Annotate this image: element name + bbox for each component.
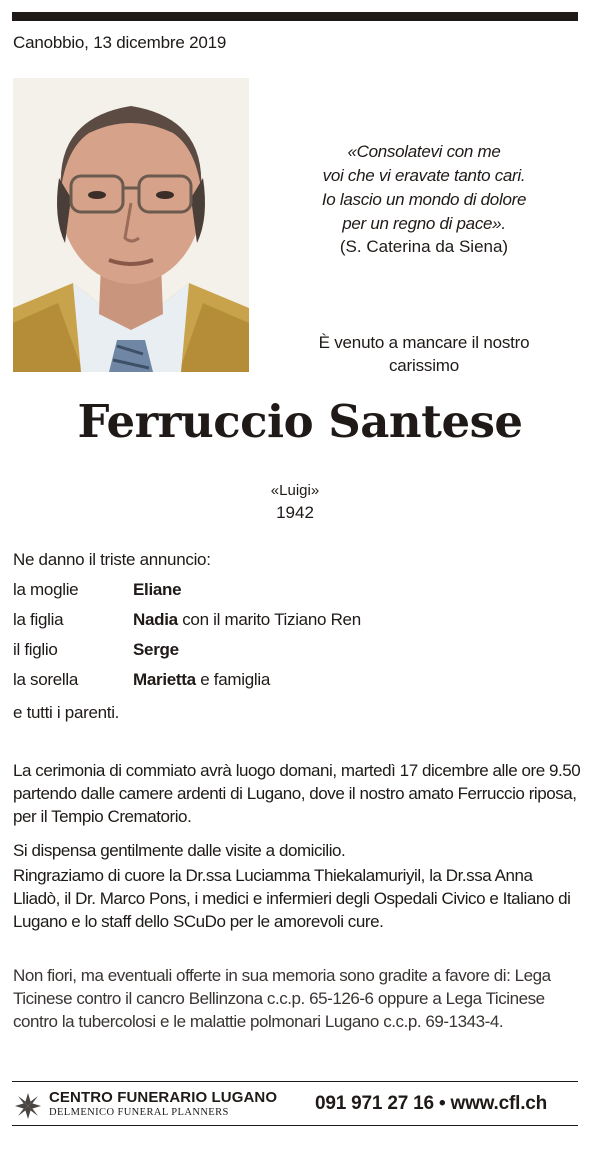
quote-line: voi che vi eravate tanto cari. [322, 166, 526, 185]
quote [292, 140, 556, 236]
deceased-name: Ferruccio Santese [77, 395, 523, 448]
place-date: Canobbio, 13 dicembre 2019 [13, 33, 227, 52]
deceased-nickname: «Luigi» [270, 482, 320, 499]
thanks-paragraph: Ringraziamo di cuore la Dr.ssa Luciamma Thiekalamuriyil, la Dr.ssa Anna Lliadò, il Dr. Marco Pons, i medici e infermieri degli Ospedali Civico e Italiano di Lugano e lo staff dello SCuDo per le amorevoli cure. [13, 866, 571, 931]
mourner-extra: con il marito Tiziano Ren [177, 610, 361, 629]
quote-line: Io lascio un mondo di dolore [321, 190, 527, 209]
mourner-name: Eliane [133, 580, 182, 599]
mourner-name-line [133, 580, 181, 600]
mourner-relation: il figlio [13, 640, 58, 659]
ceremony-paragraph: La cerimonia di commiato avrà luogo domani, martedì 17 dicembre alle ore 9.50 partendo dalle camere ardenti di Lugano, dove il nostro amato Ferruccio riposa, per il Tempio Crematorio. [13, 761, 581, 826]
mourner-name: Marietta [133, 670, 196, 689]
mourner-name: Nadia [133, 610, 178, 629]
quote-line: «Consolatevi con me [347, 142, 501, 161]
announcement-line: carissimo [389, 356, 459, 375]
announcement-line: È venuto a mancare il nostro [318, 333, 530, 352]
mourner-extra: e famiglia [195, 670, 270, 689]
relatives-line: e tutti i parenti. [13, 703, 120, 722]
birth-year: 1942 [276, 503, 314, 522]
donations-paragraph: Non fiori, ma eventuali offerte in sua memoria sono gradite a favore di: Lega Ticinese contro il cancro Bellinzona c.c.p. 65-126-6 oppure a Lega Ticinese contro la tubercolosi e le malattie polmonari Lugano c.c.p. 69-1343-4. [13, 966, 551, 1031]
portrait-photo [13, 78, 249, 372]
visits-paragraph: Si dispensa gentilmente dalle visite a domicilio. [13, 841, 346, 860]
mourner-name-line [133, 610, 361, 630]
footer-top-rule [12, 1081, 578, 1082]
funeral-home-subtitle: DELMENICO FUNERAL PLANNERS [49, 1107, 229, 1118]
footer-bottom-rule [12, 1125, 578, 1126]
mourner-relation: la sorella [13, 670, 79, 689]
mourner-relation: la moglie [13, 580, 79, 599]
quote-author: (S. Caterina da Siena) [339, 237, 509, 256]
mourner-name-line [133, 640, 179, 660]
announcement [292, 331, 556, 377]
funeral-home-contact: 091 971 27 16 • www.cfl.ch [315, 1093, 548, 1114]
mourner-name-line [133, 670, 270, 690]
funeral-home-name: CENTRO FUNERARIO LUGANO [49, 1089, 278, 1106]
top-rule [12, 12, 578, 21]
mourners-intro: Ne danno il triste annuncio: [13, 550, 211, 569]
funeral-home-logo-icon [13, 1091, 43, 1121]
mourner-relation: la figlia [13, 610, 64, 629]
mourner-name: Serge [133, 640, 179, 659]
quote-line: per un regno di pace». [342, 214, 506, 233]
